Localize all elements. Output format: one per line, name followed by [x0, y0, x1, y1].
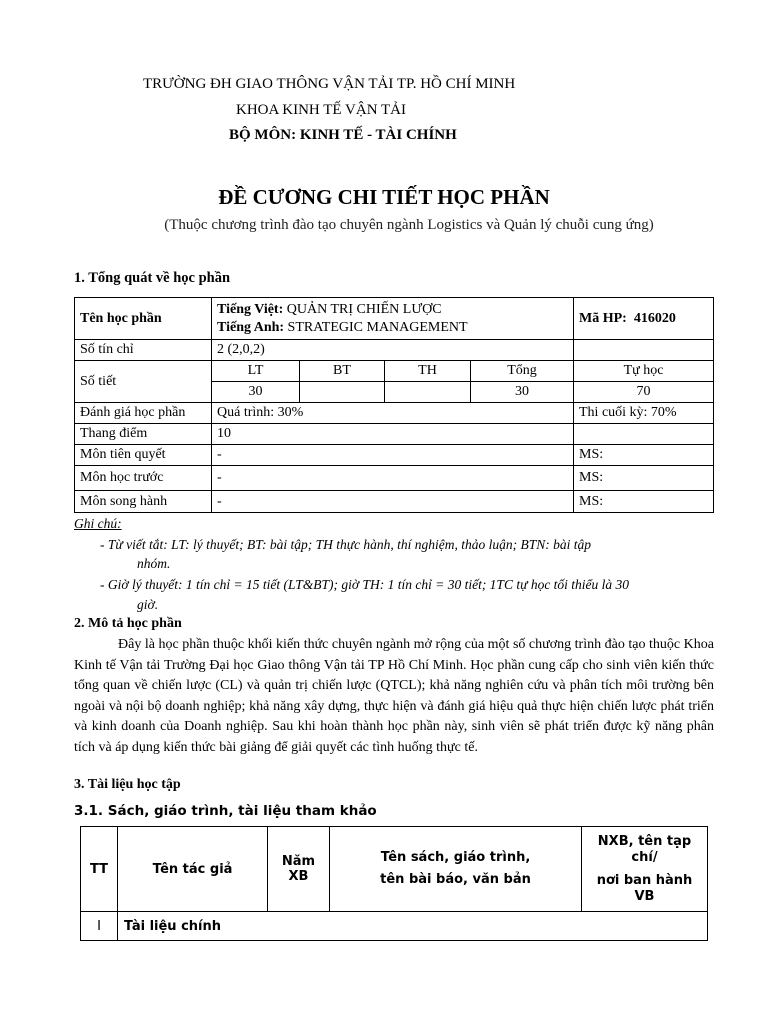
- faculty-name: KHOA KINH TẾ VẬN TẢI: [236, 102, 406, 118]
- row-main-materials: Tài liệu chính: [118, 912, 708, 941]
- department-name: BỘ MÔN: KINH TẾ - TÀI CHÍNH: [229, 127, 457, 143]
- col-year-line2: XB: [288, 869, 309, 884]
- prereq-value: -: [212, 445, 574, 466]
- table-row: [75, 361, 714, 382]
- periods-label: Số tiết: [75, 361, 212, 403]
- row-roman-numeral: I: [81, 912, 118, 941]
- note-hours: - Giờ lý thuyết: 1 tín chỉ = 15 tiết (LT&BT); giờ TH: 1 tín chỉ = 30 tiết; 1TC tự học tối thiểu là 30: [100, 577, 630, 592]
- period-header-selfstudy: Tự học: [574, 361, 714, 382]
- note-abbreviations: - Từ viết tắt: LT: lý thuyết; BT: bài tập; TH thực hành, thí nghiệm, thảo luận; BTN: bài tập: [100, 537, 592, 552]
- period-value-lt: 30: [212, 382, 300, 403]
- section2-heading: 2. Mô tả học phần: [74, 616, 182, 631]
- credits-label: Số tín chỉ: [75, 340, 212, 361]
- document-title: ĐỀ CƯƠNG CHI TIẾT HỌC PHẦN: [218, 185, 550, 209]
- table-header-row: [81, 827, 708, 912]
- col-year: [268, 827, 330, 912]
- course-code-cell: [574, 298, 714, 340]
- col-publisher-line2: chí/: [631, 849, 658, 865]
- parallel-ms: MS:: [574, 491, 714, 513]
- assessment-process: Quá trình: 30%: [212, 403, 574, 424]
- table-row: [75, 403, 714, 424]
- table-row: [75, 466, 714, 491]
- vn-prefix: Tiếng Việt:: [217, 301, 284, 317]
- assessment-final: Thi cuối kỳ: 70%: [574, 403, 714, 424]
- empty-cell: [574, 424, 714, 445]
- prior-value: -: [212, 466, 574, 491]
- parallel-value: -: [212, 491, 574, 513]
- document-subtitle: (Thuộc chương trình đào tạo chuyên ngành Logistics và Quản lý chuỗi cung ứng): [164, 217, 654, 233]
- period-header-total: Tổng: [471, 361, 574, 382]
- prereq-ms: MS:: [574, 445, 714, 466]
- course-name-cell: [212, 298, 574, 340]
- col-title-line2: tên bài báo, văn bản: [380, 872, 531, 887]
- table-row: [75, 445, 714, 466]
- prior-label: Môn học trước: [75, 466, 212, 491]
- col-publisher-line1: NXB, tên tạp: [597, 833, 692, 849]
- table-row: [75, 491, 714, 513]
- period-value-bt: [300, 382, 385, 403]
- period-header-lt: LT: [212, 361, 300, 382]
- course-code: 416020: [633, 310, 676, 326]
- note-label: Ghi chú:: [74, 516, 122, 531]
- note-abbreviations-cont: nhóm.: [137, 556, 171, 571]
- en-name: STRATEGIC MANAGEMENT: [287, 319, 468, 335]
- section3-1-heading: 3.1. Sách, giáo trình, tài liệu tham khảo: [74, 803, 377, 819]
- section1-heading: 1. Tổng quát về học phần: [74, 270, 231, 286]
- table-row: [75, 424, 714, 445]
- col-publisher-line3: nơi ban hành: [596, 872, 693, 888]
- code-label: Mã HP:: [579, 310, 627, 326]
- prereq-label: Môn tiên quyết: [75, 445, 212, 466]
- col-publisher-line4: VB: [634, 888, 655, 904]
- parallel-label: Môn song hành: [75, 491, 212, 513]
- section3-heading: 3. Tài liệu học tập: [74, 777, 181, 792]
- credits-value: 2 (2,0,2): [212, 340, 574, 361]
- en-prefix: Tiếng Anh:: [217, 319, 285, 335]
- period-header-th: TH: [385, 361, 471, 382]
- period-header-bt: BT: [300, 361, 385, 382]
- col-tt: TT: [81, 827, 118, 912]
- empty-cell: [574, 340, 714, 361]
- period-value-th: [385, 382, 471, 403]
- period-value-selfstudy: 70: [574, 382, 714, 403]
- note-hours-cont: giờ.: [137, 597, 159, 612]
- col-author: Tên tác giả: [118, 827, 268, 912]
- col-publisher: [582, 827, 708, 912]
- course-overview-table: [74, 297, 714, 513]
- table-row: [75, 298, 714, 340]
- references-table: [80, 826, 708, 941]
- course-name-label: Tên học phần: [75, 298, 212, 340]
- col-year-line1: Năm: [281, 854, 316, 869]
- scale-value: 10: [212, 424, 574, 445]
- course-description: Đây là học phần thuộc khối kiến thức chuyên ngành mở rộng của một số chương trình đào tạo thuộc Khoa Kinh tế Vận tải Trường Đại học Giao thông Vận tải TP Hồ Chí Minh. Học phần cung cấp cho sinh viên kiến thức tổng quan về chiến lược (CL) và quản trị chiến lược (QTCL); khả năng nghiên cứu và phân tích môi trường bên ngoài và nội bộ doanh nghiệp; khả năng xây dựng, thực hiện và đánh giá hiệu quả thực hiện chiến lược phát triển và kinh doanh của Doanh nghiệp. Sau khi hoàn thành học phần này, sinh viên sẽ phát triển được kỹ năng phân tích và áp dụng kiến thức bài giảng để giải quyết các tình huống thực tế.: [74, 637, 714, 755]
- university-name: TRƯỜNG ĐH GIAO THÔNG VẬN TẢI TP. HỒ CHÍ MINH: [143, 76, 516, 92]
- prior-ms: MS:: [574, 466, 714, 491]
- vn-name: QUẢN TRỊ CHIẾN LƯỢC: [286, 301, 442, 317]
- table-row: [75, 340, 714, 361]
- assessment-label: Đánh giá học phần: [75, 403, 212, 424]
- col-title: [330, 827, 582, 912]
- scale-label: Thang điểm: [75, 424, 212, 445]
- col-title-line1: Tên sách, giáo trình,: [380, 850, 531, 865]
- period-value-total: 30: [471, 382, 574, 403]
- table-row: [81, 912, 708, 941]
